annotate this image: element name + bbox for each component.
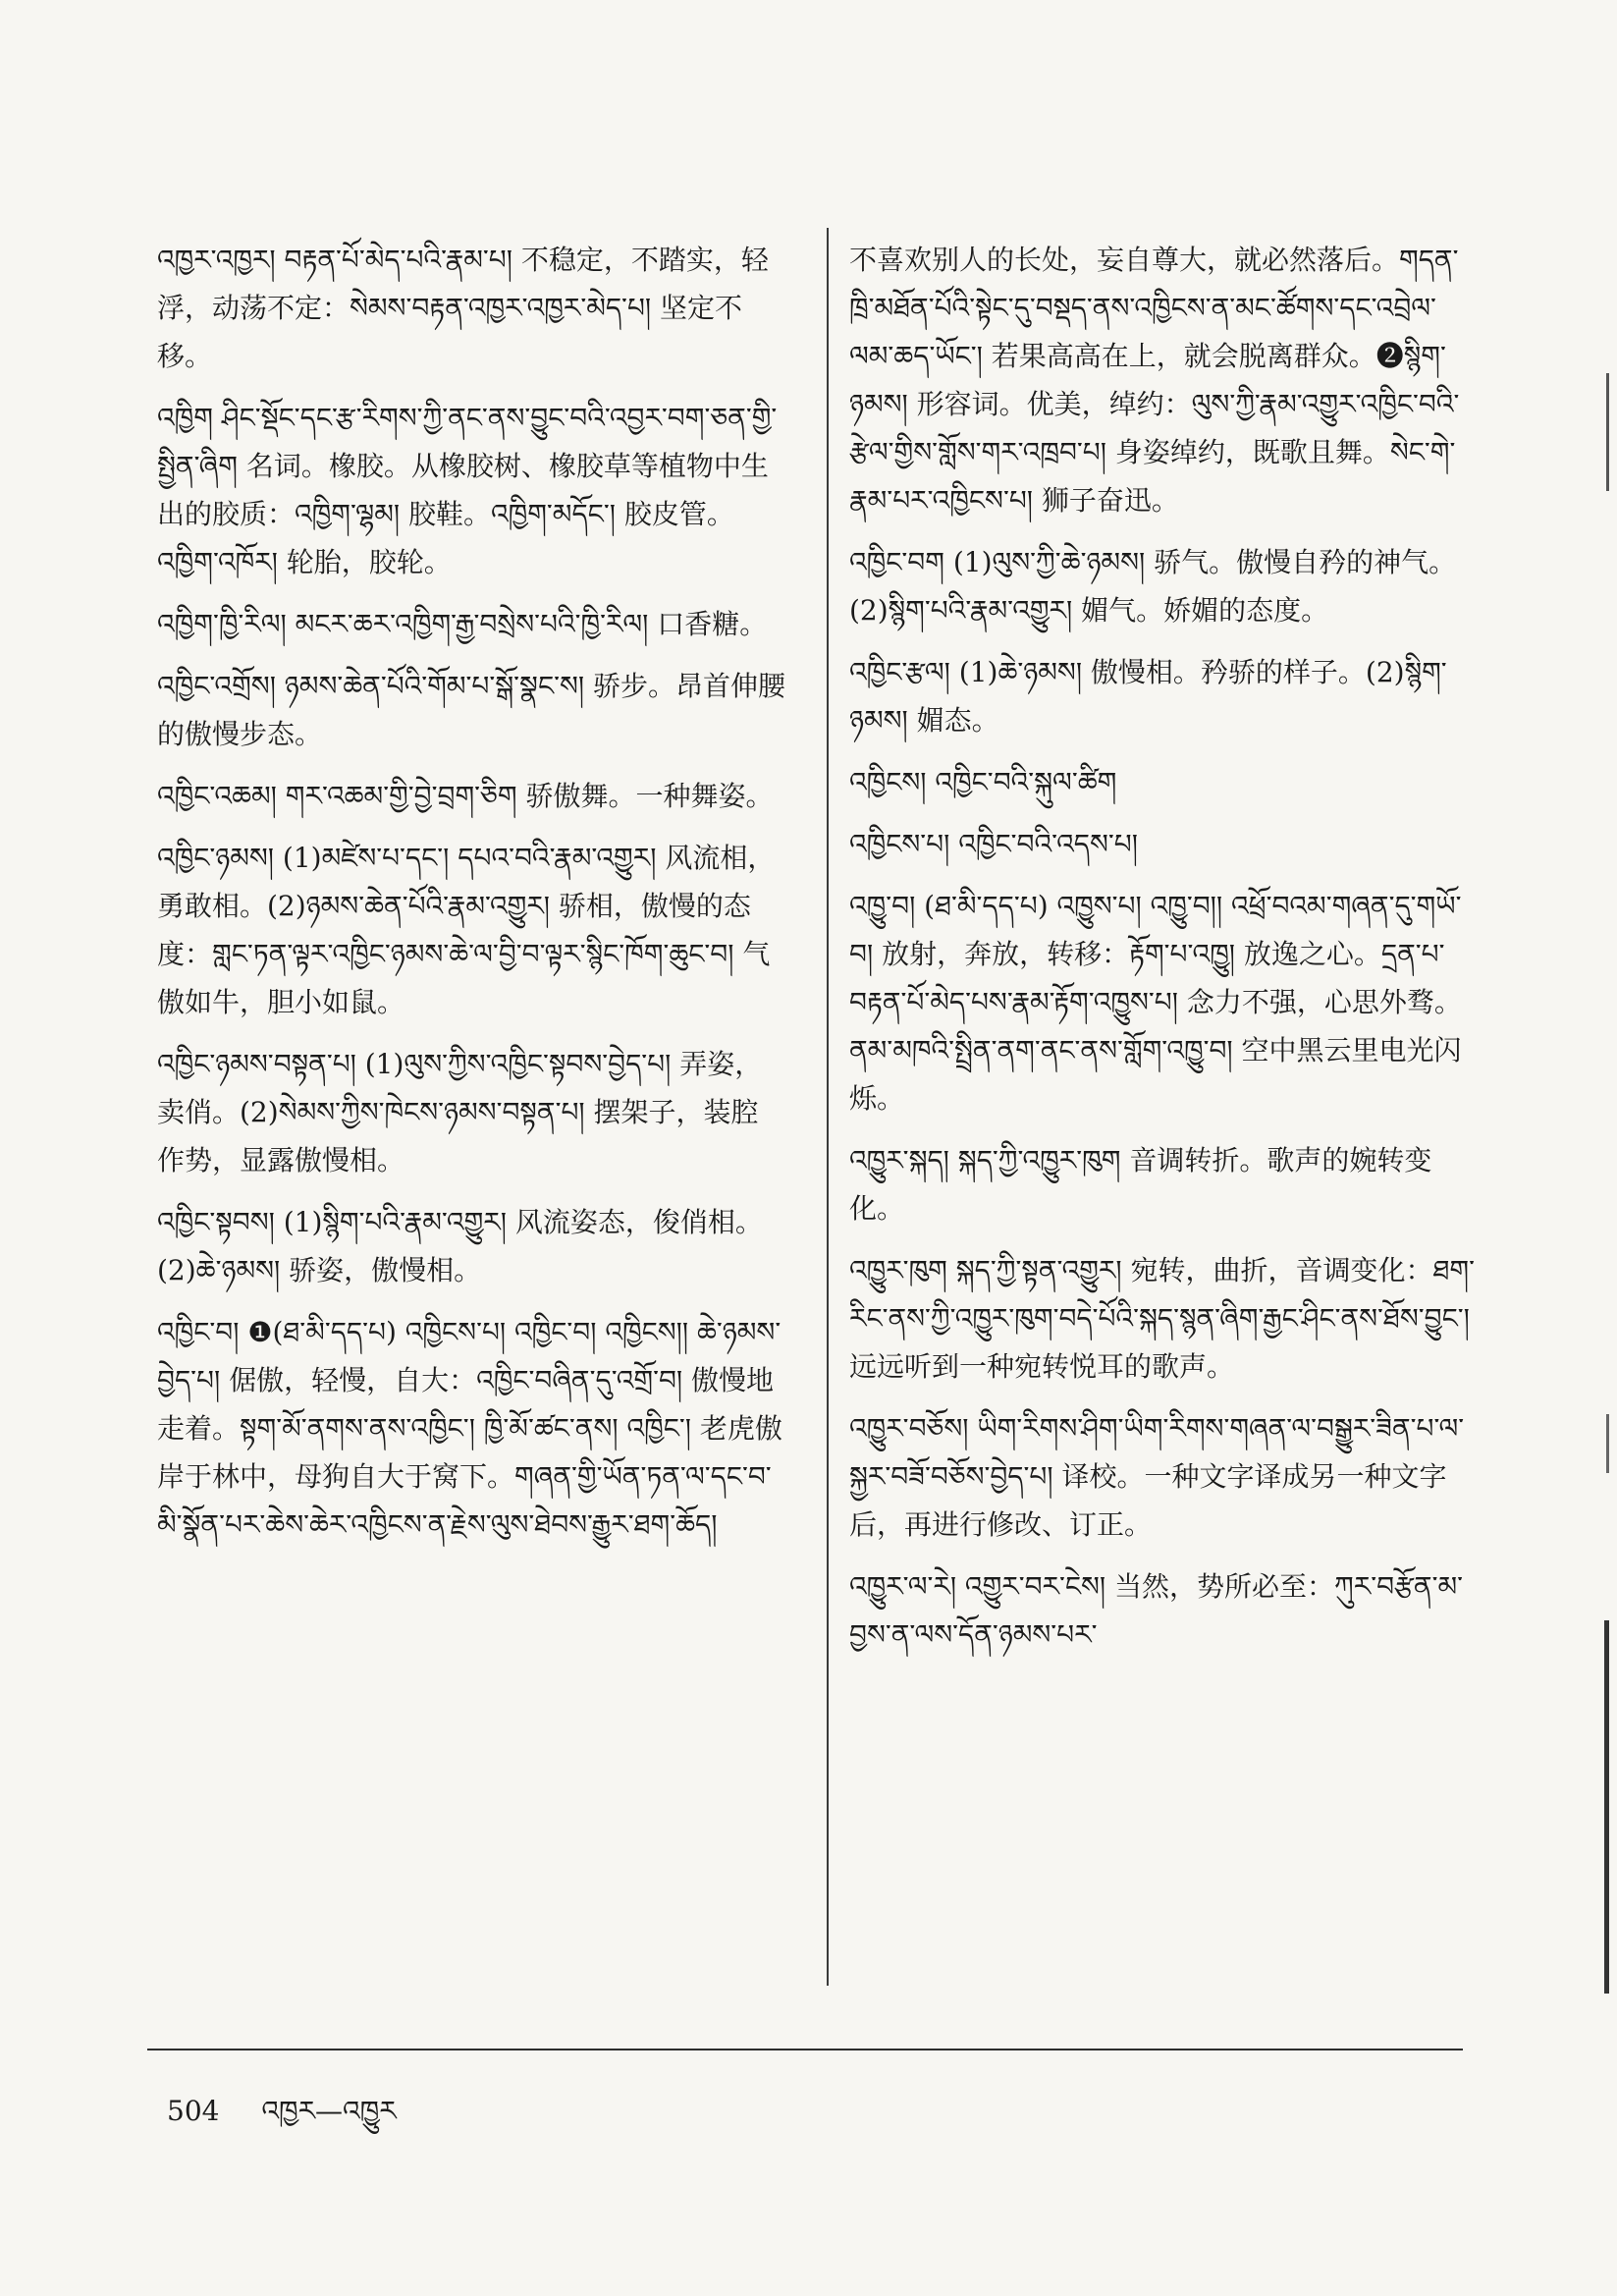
- entry: འཁྱིང་འཆམ། གར་འཆམ་གྱི་བྱེ་བྲག་ཅིག 骄傲舞。一种舞姿。: [157, 780, 774, 812]
- entry: འཁྱིངས་པ། འཁྱིང་བའི་འདས་པ།: [849, 828, 1138, 860]
- entry: 不喜欢别人的长处，妄自尊大，就必然落后。གདན་ཁྲི་མཐོན་པོའི་སྟེང་དུ་བསྡད་ནས་འཁྱིངས་ན་མང་ཚོགས་དང་འབྲེལ་ལམ་ཆད་ཡོང་། 若果高高在上，就会脱离群众。❷སྙིག་ཉམས། 形容词。优美，绰约：ལུས་ཀྱི་རྣམ་འགྱུར་འཁྱིང་བའི་རྩེལ་གྱིས་གློས་གར་འཁྲབ་པ། 身姿绰约，既歌且舞。སེང་གེ་རྣམ་པར་འཁྱིངས་པ། 狮子奋迅。: [849, 244, 1460, 517]
- entry: འཁྱིང་ཉམས་བསྟན་པ། (1)ལུས་ཀྱིས་འཁྱིང་སྟབས་བྱེད་པ། 弄姿，卖俏。(2)སེམས་ཀྱིས་ཁེངས་ཉམས་བསྟན་པ། 摆架子，装腔作势，显露傲慢相。: [157, 1048, 763, 1176]
- page-footer: [167, 2080, 397, 2158]
- entry: འཁྱིང་སྟབས། (1)སྙིག་པའི་རྣམ་འགྱུར། 风流姿态，俊俏相。(2)ཆེ་ཉམས། 骄姿，傲慢相。: [157, 1206, 763, 1286]
- scan-edge-mark: [1604, 1620, 1617, 1994]
- running-head: འཁྱར—འཁྱུར: [261, 2095, 397, 2127]
- entry: འཁྱུར་བཅོས། ཡིག་རིགས་ཤིག་ཡིག་རིགས་གཞན་ལ་བསྒྱུར་ཟིན་པ་ལ་སྐྱར་བཟོ་བཅོས་བྱེད་པ། 译校。一种文字译成另一种文字后，再进行修改、订正。: [849, 1412, 1465, 1541]
- entry: འཁྱིང་བག (1)ལུས་ཀྱི་ཆེ་ཉམས། 骄气。傲慢自矜的神气。(2)སྙིག་པའི་རྣམ་འགྱུར། 媚气。娇媚的态度。: [849, 546, 1457, 627]
- footer-rule: [147, 2049, 1463, 2050]
- entry: འཁྱིང་ཉམས། (1)མཛེས་པ་དང་། དཔའ་བའི་རྣམ་འགྱུར། 风流相，勇敢相。(2)ཉམས་ཆེན་པོའི་རྣམ་འགྱུར། 骄相，傲慢的态度：གླང་ཏན་ལྟར་འཁྱིང་ཉམས་ཆེ་ལ་བྱི་བ་ལྟར་སྙིང་ཁོག་ཆུང་བ། 气傲如牛，胆小如鼠。: [157, 842, 776, 1018]
- left-column: [157, 236, 785, 1553]
- entry: འཁྱུར་སྐད། སྐད་ཀྱི་འཁྱུར་ཁུག 音调转折。歌声的婉转变化。: [849, 1144, 1432, 1225]
- scan-edge-mark: [1606, 1414, 1617, 1473]
- entry: འཁྱིང་རྩལ། (1)ཆེ་ཉམས། 傲慢相。矜骄的样子。(2)སྙིག་ཉམས། 媚态。: [849, 656, 1447, 737]
- entry: འཁྱུར་ལ་རེ། འགྱུར་བར་ངེས། 当然，势所必至：ཀུར་བརྩོན་མ་བྱས་ན་ལས་དོན་ཉམས་པར་: [849, 1570, 1464, 1651]
- column-divider: [827, 228, 829, 1986]
- entry: འཁྱིག ཤིང་སྡོང་དང་རྩ་རིགས་ཀྱི་ནང་ནས་བྱུང་བའི་འབྱར་བག་ཅན་གྱི་སྤྱིན་ཞིག 名词。橡胶。从橡胶树、橡胶草等植物中生出的胶质：འཁྱིག་ལྷམ། 胶鞋。འཁྱིག་མདོང་། 胶皮管。འཁྱིག་འཁོར། 轮胎，胶轮。: [157, 402, 778, 578]
- entry: འཁྱིང་འགྲོས། ཉམས་ཆེན་པོའི་གོམ་པ་སྒོ་སྣང་ས། 骄步。昂首伸腰的傲慢步态。: [157, 670, 785, 750]
- page-number: 504: [167, 2095, 220, 2127]
- entry: འཁྱུར་ཁུག སྐད་ཀྱི་སྟན་འགྱུར། 宛转，曲折，音调变化：ཐག་རིང་ནས་ཀྱི་འཁྱུར་ཁུག་བདེ་པོའི་སྐད་སྙན་ཞིག་རྒྱང་ཤིང་ནས་ཐོས་བྱུང་། 远远听到一种宛转悦耳的歌声。: [849, 1254, 1475, 1383]
- entry: འཁྱིངས། འཁྱིང་བའི་སྐུལ་ཚིག: [849, 766, 1117, 798]
- entry: འཁྱར་འཁྱར། བརྟན་པོ་མེད་པའི་རྣམ་པ། 不稳定，不踏实，轻浮，动荡不定：སེམས་བརྟན་འཁྱར་འཁྱར་མེད་པ། 坚定不移。: [157, 244, 769, 372]
- entry: འཁྱུ་བ། (ཐ་མི་དད་པ) འཁྱུས་པ། འཁྱུ་བ།། འཕྲོ་བའམ་གཞན་དུ་གཡོ་བ། 放射，奔放，转移：རྟོག་པ་འཁྱུ། 放逸之心。དྲན་པ་བརྟན་པོ་མེད་པས་རྣམ་རྟོག་འཁྱུས་པ། 念力不强，心思外骛。ནམ་མཁའི་སྤྲིན་ནག་ནང་ནས་གློག་འཁྱུ་བ། 空中黑云里电光闪烁。: [849, 890, 1462, 1115]
- right-column: [849, 236, 1480, 1663]
- entry: འཁྱིག་ཁྱི་རིལ། མངར་ཆར་འཁྱིག་རྒྱ་བསྲེས་པའི་ཁྱི་རིལ། 口香糖。: [157, 608, 768, 640]
- scan-edge-mark: [1606, 373, 1617, 491]
- entry: འཁྱིང་བ། ❶(ཐ་མི་དད་པ) འཁྱིངས་པ། འཁྱིང་བ། འཁྱིངས།། ཆེ་ཉམས་བྱེད་པ། 倨傲，轻慢，自大：འཁྱིང་བཞིན་དུ་འགྲོ་བ། 傲慢地走着。སྟག་མོ་ནགས་ནས་འཁྱིང་། ཁྱི་མོ་ཚང་ནས། འཁྱིང་། 老虎傲岸于林中，母狗自大于窝下。གཞན་གྱི་ཡོན་ཏན་ལ་དང་བ་མི་སྣོན་པར་ཆེས་ཆེར་འཁྱིངས་ན་རྗེས་ལུས་ཐེབས་རྒྱུར་ཐག་ཆོད།: [157, 1316, 782, 1541]
